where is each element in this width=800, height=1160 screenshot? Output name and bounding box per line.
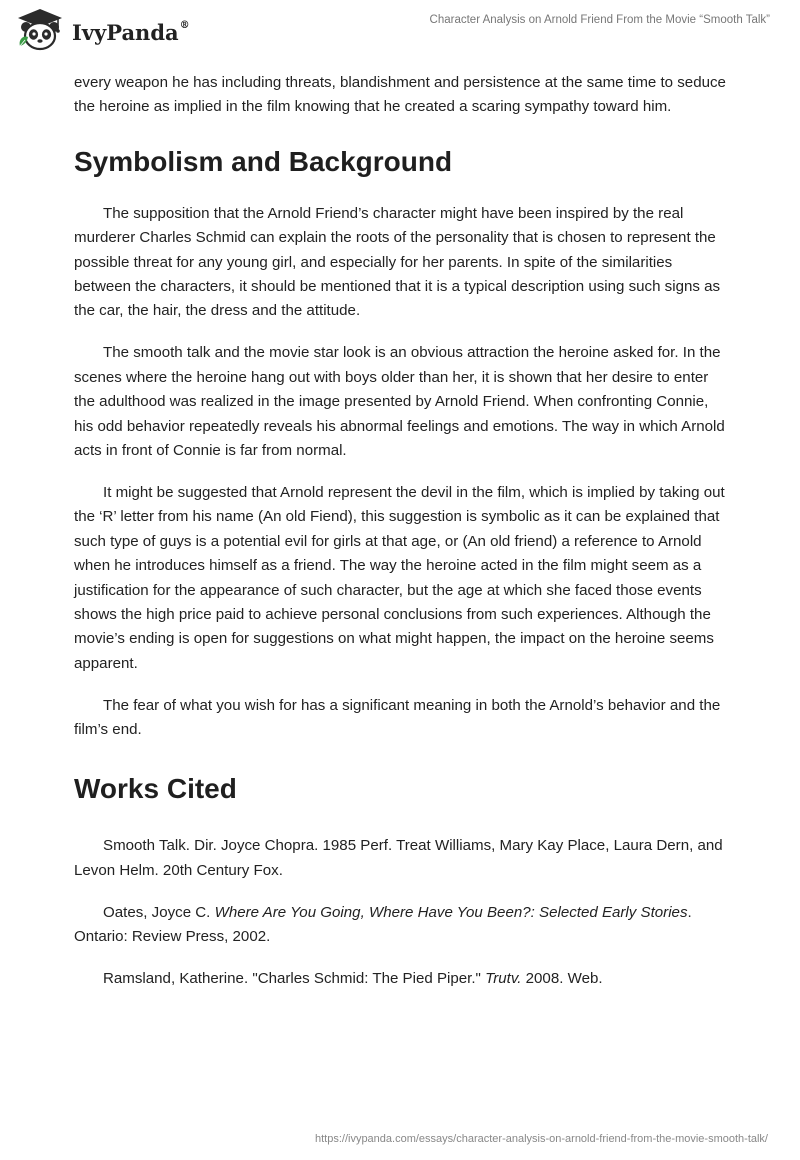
intro-paragraph: every weapon he has including threats, blandishment and persistence at the same time to seduce the heroine as implied in the film knowing that he created a scaring sympathy toward him. [74, 74, 726, 116]
essay-content [74, 71, 730, 991]
source-url[interactable]: https://ivypanda.com/essays/character-analysis-on-arnold-friend-from-the-movie-smooth-talk/ [314, 1133, 768, 1145]
panda-graduate-icon [14, 6, 66, 54]
citation-ramsland-source: Trutv. [485, 970, 522, 988]
paragraph-2: The smooth talk and the movie star look is an obvious attraction the heroine asked for. In the scenes where the heroine hang out with boys older than her, it is shown that her desire to enter the adulthood was realized in the image presented by Arnold Friend. When confronting Connie, his odd behavior repeatedly reveals his abnormal feelings and emotions. The way in which Arnold acts in front of Connie is far from normal. [74, 344, 725, 459]
page-header [0, 0, 800, 64]
section-heading-works-cited: Works Cited [74, 773, 237, 805]
citation-ramsland: Ramsland, Katherine. "Charles Schmid: The Pied Piper." Trutv. 2008. Web. [103, 970, 603, 988]
section-heading-symbolism: Symbolism and Background [74, 145, 453, 177]
paragraph-3: It might be suggested that Arnold represent the devil in the film, which is implied by taking out the ‘R’ letter from his name (An old Fiend), this suggestion is symbolic as it can be explained that such type of guys is a potential evil for girls at that age, or (An old friend) a reference to Arnold when he introduces himself as a friend. The way the heroine acted in the film might seem as a justification for the appearance of such character, but the age at which she faced those events shows the high price paid to achieve personal conclusions from such experiences. Although the movie’s ending is open for suggestions on what might happen, the impact on the heroine seems apparent. [74, 483, 725, 672]
paragraph-4: The fear of what you wish for has a significant meaning in both the Arnold’s behavior and the film’s end. [74, 696, 721, 739]
ivypanda-logo[interactable] [14, 6, 190, 54]
paragraph-1: The supposition that the Arnold Friend’s character might have been inspired by the real murderer Charles Schmid can explain the roots of the personality that is chosen to represent the possible threat for any young girl, and especially for her parents. In spite of the similarities between the characters, it should be mentioned that it is a typical description using such signs as the car, the hair, the dress and the attitude. [74, 204, 721, 320]
citation-oates-title: Where Are You Going, Where Have You Been?: Selected Early Stories [214, 903, 688, 921]
citation-smooth-talk: Smooth Talk. Dir. Joyce Chopra. 1985 Perf. Treat Williams, Mary Kay Place, Laura Dern, and Levon Helm. 20th Century Fox. [74, 837, 723, 879]
citation-oates: Oates, Joyce C. Where Are You Going, Where Have You Been?: Selected Early Stories. Ontario: Review Press, 2002. [74, 903, 692, 946]
brand-name: IvyPanda® [72, 19, 190, 45]
document-title: Character Analysis on Arnold Friend From the Movie “Smooth Talk” [429, 14, 770, 26]
registered-mark: ® [179, 19, 190, 31]
